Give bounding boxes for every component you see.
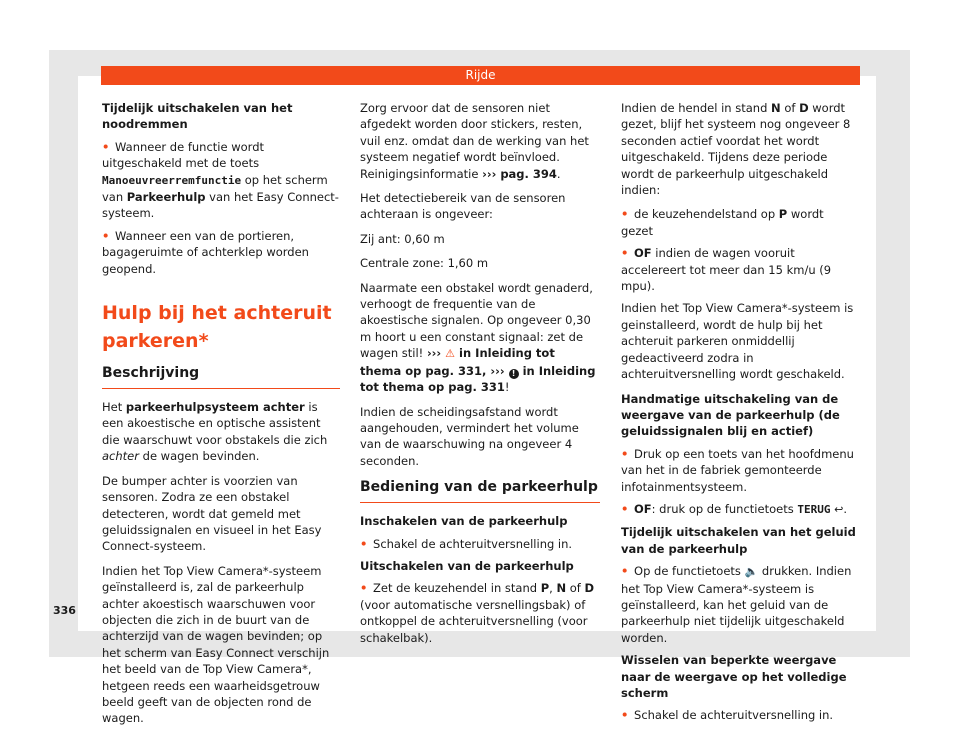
page-header: Rijde — [101, 66, 860, 85]
column-2 — [360, 100, 600, 652]
column-3 — [621, 100, 859, 730]
bullet-icon: • — [621, 501, 629, 516]
paragraph: Indien het Top View Camera*-systeem geïnstalleerd is, zal de parkeerhulp achter akoestisch waarschuwen voor objecten die zich in de buurt van de achterzijd van de wagen bevinden; op het scherm van Easy Connect verschijn het beeld van de Top View Camera*, hetgeen reeds een waarheidsgetrouw beeld geeft van de objecten rond de wagen. — [102, 563, 330, 726]
heading-enable: Inschakelen van de parkeerhulp — [360, 514, 568, 529]
heading-temporary-mute: Tijdelijk uitschakelen van het geluid van de parkeerhulp — [621, 525, 856, 556]
subsection-title-description: Beschrijving — [102, 363, 340, 389]
key-label: Manoeuvreerremfunctie — [102, 173, 242, 187]
paragraph: Naarmate een obstakel wordt genaderd, verhoogt de frequentie van de akoestische signalen. Op ongeveer 0,30 m hoort u een constant signaal: zet de wagen stil! ››› ⚠ in Inleiding tot thema op pag. 331, ››› ! in Inleiding tot thema op pag. 331! — [360, 280, 596, 395]
heading-temporary-disable-braking: Tijdelijk uitschakelen van het noodremmen — [102, 101, 293, 132]
page-reference-link[interactable]: ››› pag. 394 — [482, 166, 557, 181]
list-item: • Wanneer een van de portieren, bagageruimte of achterklep worden geopend. — [102, 228, 309, 276]
subsection-title-operation: Bediening van de parkeerhulp — [360, 477, 600, 503]
bullet-icon: • — [621, 564, 629, 579]
bullet-icon: • — [360, 581, 368, 596]
paragraph: Zorg ervoor dat de sensoren niet afgedekt worden door stickers, resten, vuil enz. omdat dan de werking van het systeem negatief wordt beïnvloed. Reinigingsinformatie ››› pag. 394. — [360, 101, 589, 181]
list-item: • Wanneer de functie wordt uitgeschakeld met de toets Manoeuvreerremfunctie op het scherm van Parkeerhulp van het Easy Connect-systeem. — [102, 139, 339, 221]
paragraph: Indien de scheidingsafstand wordt aangehouden, vermindert het volume van de waarschuwing na ongeveer 4 seconden. — [360, 404, 579, 468]
paragraph: Het detectiebereik van de sensoren achteraan is ongeveer: — [360, 191, 566, 222]
paragraph: Zij ant: 0,60 m — [360, 231, 445, 246]
bullet-icon: • — [621, 708, 629, 723]
paragraph: Centrale zone: 1,60 m — [360, 256, 489, 271]
bullet-icon: • — [102, 228, 110, 243]
heading-disable: Uitschakelen van de parkeerhulp — [360, 558, 574, 573]
list-item: • OF indien de wagen vooruit accelereert tot meer dan 15 km/u (9 mpu). — [621, 246, 832, 294]
back-arrow-icon: ↩ — [834, 502, 844, 516]
column-1 — [102, 100, 340, 735]
bullet-icon: • — [621, 207, 629, 222]
bullet-icon: • — [621, 446, 629, 461]
bullet-icon: • — [360, 536, 368, 551]
list-item: • Schakel de achteruitversnelling in. — [621, 708, 834, 723]
list-item: • Schakel de achteruitversnelling in. — [360, 536, 573, 551]
bullet-icon: • — [621, 246, 629, 261]
speaker-mute-icon: 🔈 — [744, 565, 759, 579]
page-number: 336 — [53, 604, 76, 617]
section-title: Hulp bij het achteruit parkeren* — [102, 302, 332, 353]
paragraph: De bumper achter is voorzien van sensoren. Zodra ze een obstakel detecteren, wordt dat gemeld met geluidssignalen en visueel in het Easy Connect-systeem. — [102, 473, 322, 554]
paragraph: Indien de hendel in stand N of D wordt gezet, blijf het systeem nog ongeveer 8 seconden actief voordat het wordt uitgeschakeld. Tijdens deze periode wordt de parkeerhulp uitgeschakeld indien: — [621, 101, 851, 198]
heading-switch-view: Wisselen van beperkte weergave naar de weergave op het volledige scherm — [621, 653, 847, 700]
list-item: • OF: druk op de functietoets TERUG ↩. — [621, 501, 847, 516]
heading-manual-disable-display: Handmatige uitschakeling van de weergave van de parkeerhulp (de geluidssignalen blij en actief) — [621, 391, 840, 439]
paragraph: Indien het Top View Camera*-systeem is geinstalleerd, wordt de hulp bij het achteruit parkeren onmiddellij gedeactiveerd zodra in achteruitversnelling wordt geschakeld. — [621, 301, 854, 382]
key-label: TERUG — [797, 502, 831, 516]
info-icon: ! — [509, 369, 519, 379]
page-reference-link[interactable]: ››› ⚠ in Inleiding tot thema op pag. 331, ››› ! in Inleiding tot thema op pag. 331 — [360, 346, 596, 395]
paragraph: Het parkeerhulpsysteem achter is een akoestische en optische assistent die waarschuwt voor obstakels die zich achter de wagen bevinden. — [102, 400, 328, 464]
list-item: • Zet de keuzehendel in stand P, N of D (voor automatische versnellingsbak) of ontkoppel de achteruitversnelling (voor schakelbak). — [360, 581, 595, 645]
list-item: • Op de functietoets 🔈 drukken. Indien het Top View Camera*-systeem is geïnstalleerd, kan het geluid van de parkeerhulp niet tijdelijk uitgeschakeld worden. — [621, 564, 852, 645]
bullet-icon: • — [102, 139, 110, 154]
list-item: • Druk op een toets van het hoofdmenu van het in de fabriek gemonteerde infotainmentsysteem. — [621, 446, 854, 494]
warning-triangle-icon: ⚠ — [445, 347, 456, 361]
list-item: • de keuzehendelstand op P wordt gezet — [621, 207, 824, 238]
